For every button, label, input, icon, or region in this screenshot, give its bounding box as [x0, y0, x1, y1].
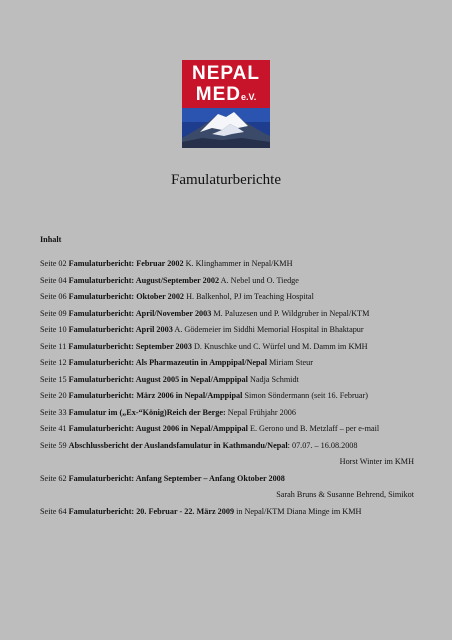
toc-page: Seite 12	[40, 358, 67, 368]
toc-author: in Nepal/KTM Diana Minge im KMH	[236, 506, 362, 516]
toc-entry	[40, 310, 420, 327]
toc-author: A. Gödemeier im Siddhi Memorial Hospital in Bhaktapur	[174, 325, 364, 335]
toc-page: Seite 02	[40, 259, 67, 269]
table-of-contents	[40, 236, 420, 524]
toc-report-title: Famulaturbericht: Oktober 2002	[68, 292, 185, 302]
toc-page: Seite 09	[40, 308, 67, 318]
toc-author: Nadja Schmidt	[249, 374, 299, 384]
toc-report-title: Famulaturbericht: Als Pharmazeutin in Amppipal/Nepal	[68, 358, 267, 368]
toc-entry-continuation: Horst Winter im KMH	[339, 457, 414, 467]
toc-entry	[40, 326, 420, 343]
toc-author: M. Paluzesen und P. Wildgruber in Nepal/KTM	[213, 308, 370, 318]
toc-page: Seite 41	[40, 424, 67, 434]
toc-report-title: Famulaturbericht: August/September 2002	[68, 275, 220, 285]
toc-entry	[40, 392, 420, 409]
toc-report-title: Famulaturbericht: August 2005 in Nepal/Amppipal	[68, 374, 248, 384]
toc-report-title: Famulaturbericht: Februar 2002	[68, 259, 184, 269]
toc-entry	[40, 442, 420, 459]
toc-entry	[40, 508, 420, 525]
logo-text-ev: e.V.	[241, 92, 257, 102]
toc-report-title: Abschlussbericht der Auslandsfamulatur in Kathmandu/Nepal	[68, 440, 288, 450]
toc-report-title: Famulaturbericht: August 2006 in Nepal/Amppipal	[68, 424, 248, 434]
toc-page: Seite 15	[40, 374, 67, 384]
logo-text-med-word: MED	[195, 84, 242, 105]
logo-text-med	[182, 85, 270, 104]
toc-report-title: Famulaturbericht: März 2006 in Nepal/Amppipal	[68, 391, 243, 401]
toc-report-title: Famulaturbericht: 20. Februar - 22. März 2009	[68, 506, 235, 516]
toc-page: Seite 64	[40, 506, 67, 516]
toc-author: A. Nebel und O. Tiedge	[220, 275, 299, 285]
toc-report-title: Famulatur im („Ex-“König)Reich der Berge:	[68, 407, 226, 417]
toc-report-title: Famulaturbericht: Anfang September – Anfang Oktober 2008	[68, 473, 285, 483]
toc-author: D. Knuschke und C. Würfel und M. Damm im KMH	[193, 341, 368, 351]
toc-page: Seite 11	[40, 341, 67, 351]
toc-page: Seite 62	[40, 473, 67, 483]
page-title: Famulaturberichte	[171, 172, 281, 188]
toc-author: Nepal Frühjahr 2006	[227, 407, 296, 417]
toc-author: H. Balkenhol, PJ im Teaching Hospital	[186, 292, 314, 302]
toc-entry	[40, 343, 420, 360]
toc-report-title: Famulaturbericht: April 2003	[68, 325, 173, 335]
toc-page: Seite 10	[40, 325, 67, 335]
logo-text-nepal: NEPAL	[192, 63, 260, 84]
toc-page: Seite 20	[40, 391, 67, 401]
toc-entry	[40, 425, 420, 442]
toc-entry	[40, 277, 420, 294]
toc-report-title: Famulaturbericht: April/November 2003	[68, 308, 212, 318]
toc-heading: Inhalt	[40, 235, 62, 244]
toc-entry	[40, 376, 420, 393]
toc-entry-continuation: Sarah Bruns & Susanne Behrend, Simikot	[276, 490, 414, 500]
toc-page: Seite 33	[40, 407, 67, 417]
toc-report-title: Famulaturbericht: September 2003	[68, 341, 192, 351]
toc-author: Miriam Steur	[269, 358, 313, 368]
toc-entry	[40, 293, 420, 310]
toc-page: Seite 06	[40, 292, 67, 302]
toc-dates: : 07.07. – 16.08.2008	[287, 440, 358, 450]
toc-page: Seite 59	[40, 440, 67, 450]
mountain-image	[182, 108, 270, 148]
toc-entry	[40, 359, 420, 376]
toc-entry	[40, 409, 420, 426]
toc-author: K. Klinghammer in Nepal/KMH	[185, 259, 293, 269]
toc-author: E. Gerono und B. Metzlaff – per e-mail	[249, 424, 380, 434]
nepalmed-logo	[182, 60, 270, 148]
toc-page: Seite 04	[40, 275, 67, 285]
toc-entry	[40, 475, 420, 492]
toc-author: Simon Söndermann (seit 16. Februar)	[244, 391, 368, 401]
toc-entry	[40, 260, 420, 277]
